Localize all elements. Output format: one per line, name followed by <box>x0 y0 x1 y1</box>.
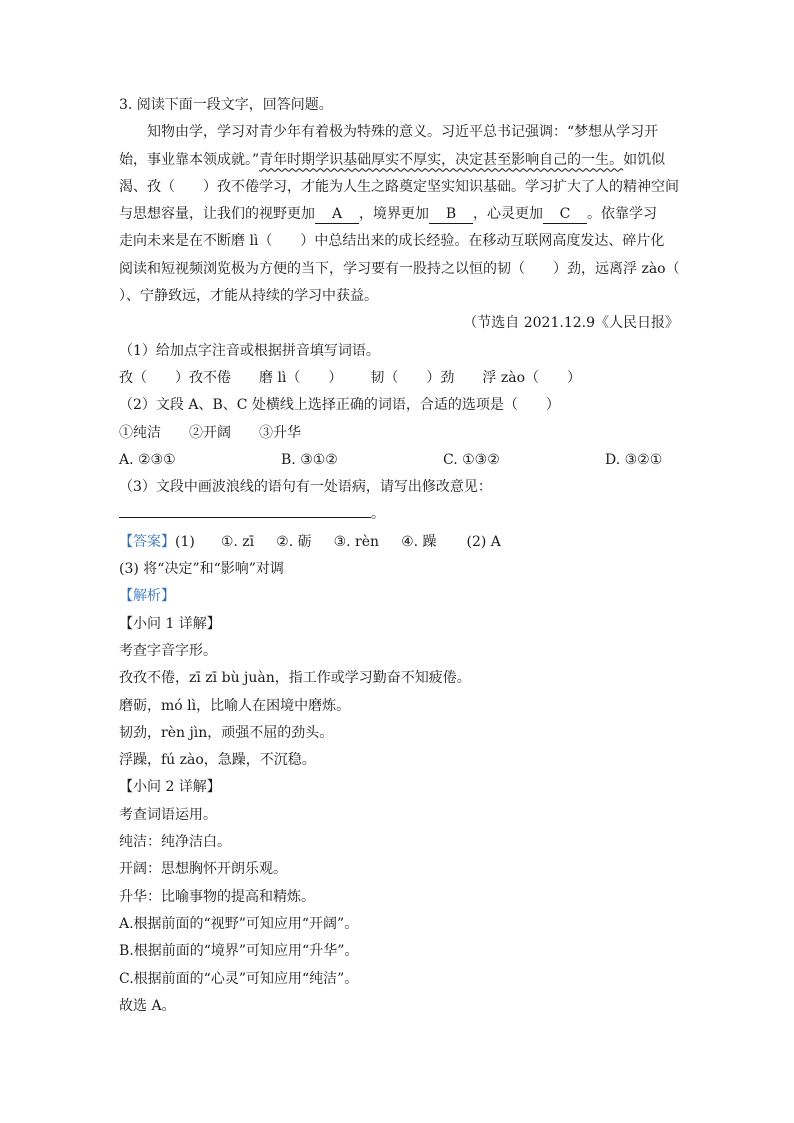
wavy-underlined-sentence: 青年时期学识基础厚实不厚实，决定甚至影响自己的一生。 <box>259 151 624 168</box>
option-c: C. ①③② <box>443 451 500 468</box>
passage-line-3: 渴、孜（ ）孜不倦学习，才能为人生之路奠定坚实知识基础。学习扩大了人的精神空间 <box>119 178 679 195</box>
analysis-line: 纯洁：纯净洁白。 <box>119 834 231 851</box>
sub-question-2-options <box>119 447 679 474</box>
analysis-part-2-title: 【小问 2 详解】 <box>119 779 221 796</box>
answer-label: 【答案】 <box>119 533 175 550</box>
analysis-line: 孜孜不倦，zī zī bù juàn，指工作或学习勤奋不知疲倦。 <box>119 670 471 687</box>
analysis-line: C.根据前面的“心灵”可知应用“纯洁”。 <box>119 970 359 987</box>
answer-2: (2) A <box>466 533 501 550</box>
sub1-item: 浮 zào（ ） <box>482 369 582 386</box>
passage-text: 始，事业靠本领成就。” <box>119 151 260 168</box>
passage-text: 与思想容量，让我们的视野更加 <box>119 206 315 223</box>
answer-line-end: 。 <box>371 506 385 523</box>
sub-question-2-words: ①纯洁 ②开阔 ③升华 <box>119 424 301 441</box>
answer-1-prefix: (1) <box>175 533 195 550</box>
answer-blank-line <box>119 503 371 518</box>
analysis-line: 故选 A。 <box>119 997 176 1014</box>
analysis-part-1-title: 【小问 1 详解】 <box>119 615 221 632</box>
passage-line-2 <box>119 147 679 174</box>
passage-text: 。依靠学习 <box>587 206 657 223</box>
sub-question-3-prompt: （3）文段中画波浪线的语句有一处语病，请写出修改意见： <box>119 479 492 496</box>
analysis-line: B.根据前面的“境界”可知应用“升华”。 <box>119 943 359 960</box>
answer-1-item: ③. rèn <box>333 533 380 550</box>
passage-line-1: 知物由学，学习对青少年有着极为特殊的意义。习近平总书记强调：“梦想从学习开 <box>147 124 659 141</box>
blank-c: C <box>543 205 587 224</box>
sub-question-1-prompt: （1）给加点字注音或根据拼音填写词语。 <box>119 342 380 359</box>
analysis-line: A.根据前面的“视野”可知应用“开阔”。 <box>119 915 359 932</box>
answer-1-item: ①. zī <box>220 533 255 550</box>
answer-line-1 <box>119 529 679 556</box>
passage-line-6: 阅读和短视频浏览极为方便的当下，学习要有一股持之以恒的韧（ ）劲，远离浮 zào（ <box>119 260 680 277</box>
analysis-line: 磨砺，mó lì，比喻人在困境中磨炼。 <box>119 697 351 714</box>
passage-source: （节选自 2021.12.9《人民日报》 <box>463 315 679 332</box>
answer-line-3: (3) 将“决定”和“影响”对调 <box>119 561 284 578</box>
analysis-line: 开阔：思想胸怀开朗乐观。 <box>119 861 287 878</box>
passage-text: ，境界更加 <box>359 206 429 223</box>
option-b: B. ③①② <box>281 451 338 468</box>
analysis-line: 浮躁，fú zào，急躁，不沉稳。 <box>119 752 316 769</box>
passage-line-4 <box>119 201 679 228</box>
question-header: 3. 阅读下面一段文字，回答问题。 <box>119 97 333 113</box>
option-d: D. ③②① <box>605 451 663 468</box>
sub1-item: 孜（ ）孜不倦 <box>119 369 231 386</box>
sub-question-1-items <box>119 365 679 392</box>
sub1-item: 韧（ ）劲 <box>370 369 455 386</box>
sub1-item: 磨 lì（ ） <box>259 369 343 386</box>
analysis-line: 升华：比喻事物的提高和精炼。 <box>119 888 315 905</box>
passage-text: ，心灵更加 <box>473 206 543 223</box>
analysis-line: 韧劲，rèn jìn，顽强不屈的劲头。 <box>119 724 334 741</box>
analysis-label: 【解析】 <box>119 588 175 605</box>
passage-line-5: 走向未来是在不断磨 lì（ ）中总结出来的成长经验。在移动互联网高度发达、碎片化 <box>119 233 665 250</box>
passage-line-7: ）、宁静致远，才能从持续的学习中获益。 <box>119 288 378 305</box>
passage-text: 如饥似 <box>623 151 666 168</box>
sub-question-2-prompt: （2）文段 A、B、C 处横线上选择正确的词语，合适的选项是（ ） <box>119 397 560 414</box>
option-a: A. ②③① <box>119 451 176 468</box>
answer-1-item: ②. 砺 <box>276 533 312 550</box>
document-page <box>119 92 679 1020</box>
blank-b: B <box>429 205 473 224</box>
analysis-line: 考查字音字形。 <box>119 642 217 659</box>
answer-1-item: ④. 躁 <box>401 533 437 550</box>
analysis-line: 考查词语运用。 <box>119 806 217 823</box>
blank-a: A <box>315 205 359 224</box>
sub-question-3-answer-line <box>119 501 679 528</box>
